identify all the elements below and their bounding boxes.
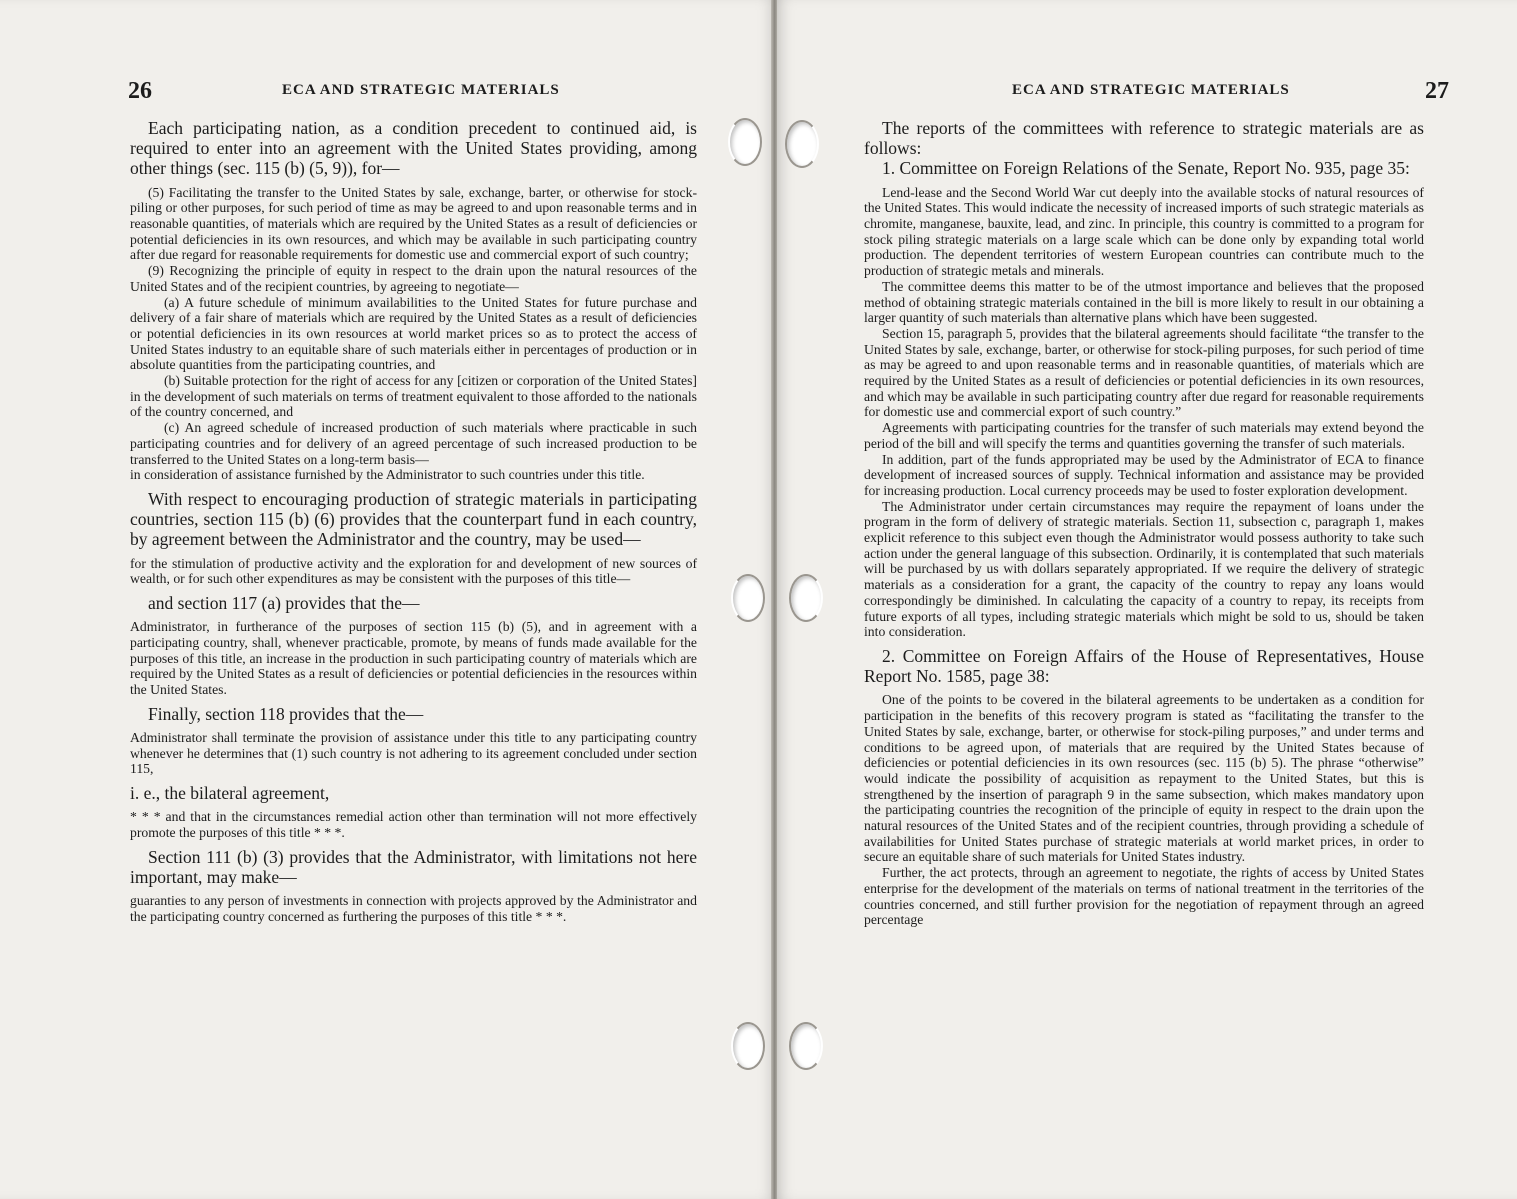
punch-hole xyxy=(785,120,819,168)
right-page xyxy=(777,0,1517,1199)
block-quote: * * * and that in the circumstances remedial action other than termination will not more effectively promote the purposes of this title * * *. xyxy=(130,809,697,840)
paragraph: The reports of the committees with reference to strategic materials are as follows: xyxy=(864,118,1424,159)
block-quote: in consideration of assistance furnished by the Administrator to such countries under this title. xyxy=(130,467,645,483)
block-quote: The committee deems this matter to be of the utmost importance and believes that the proposed method of obtaining strategic materials contained in the bill is more likely to result in our obtaining a larger quantity of such materials than alternative plans which have been suggested. xyxy=(864,278,1424,326)
block-quote: (a) A future schedule of minimum availabilities to the United States for future purchase and delivery of a fair share of materials which are required by the United States as a result of deficiencies or potential deficiencies in its own resources at world market prices so as to protect the access of United States industry to an equitable share of such materials either in percentages of production or in absolute quantities from the participating countries, and xyxy=(130,294,697,373)
block-quote: Section 15, paragraph 5, provides that the bilateral agreements should facilitate “the transfer to the United States by sale, exchange, barter, or otherwise for stock-piling purposes, for such period of time as may be agreed to and upon reasonable terms and in reasonable quantities, of materials which are required by the United States as a result of deficiencies or potential deficiencies in its own resources, and which may be available in such participating country after due regard for reasonable requirements for domestic use and commercial export of such country.” xyxy=(864,325,1424,420)
running-head: ECA AND STRATEGIC MATERIALS xyxy=(1012,82,1290,98)
section-heading: 1. Committee on Foreign Relations of the Senate, Report No. 935, page 35: xyxy=(882,158,1410,179)
section-heading: 2. Committee on Foreign Affairs of the House of Representatives, House Report No. 1585, page 38: xyxy=(864,646,1424,687)
running-head: ECA AND STRATEGIC MATERIALS xyxy=(282,82,560,98)
block-quote: (5) Facilitating the transfer to the United States by sale, exchange, barter, or otherwise for stock-piling or other purposes, for such period of time as may be agreed to and upon reasonable terms and in reasonable quantities, of materials which are required by the United States as a result of deficiencies or potential deficiencies in its own resources, and which may be available in such participating country after due regard for reasonable requirements for domestic use and commercial export of such country; xyxy=(130,184,697,263)
right-page-body xyxy=(864,118,1424,928)
page-number: 26 xyxy=(128,78,152,104)
page-number: 27 xyxy=(1425,78,1449,104)
block-quote: Further, the act protects, through an agreement to negotiate, the rights of access by United States enterprise for the development of the materials on terms of national treatment in the territories of the countries concerned, and still further provision for the negotiation of repayment through an agreed percentage xyxy=(864,865,1424,928)
paragraph: Finally, section 118 provides that the— xyxy=(148,703,424,724)
punch-hole xyxy=(731,1022,765,1070)
block-quote: Administrator shall terminate the provision of assistance under this title to any participating country whenever he determines that (1) such country is not adhering to its agreement concluded under section 115, xyxy=(130,729,697,777)
block-quote: One of the points to be covered in the bilateral agreements to be undertaken as a condition for participation in the benefits of this recovery program is stated as “facilitating the transfer to the United States by sale, exchange, barter, or otherwise for stock-piling purposes,” and under terms and conditions to be agreed upon, of materials that are required by the United States because of deficiencies or potential deficiencies in its own resources (sec. 115 (b) 5). The phrase “otherwise” would indicate the possibility of acquisition as repayment to the United States, but this is strengthened by the insertion of paragraph 9 in the same subsection, which makes mandatory upon the participating countries the recognition of the principle of equity in respect to the drain upon the natural resources of the United States and of the recipient countries, through providing a schedule of availabilities for United States purchase of strategic materials at world market prices, in order to secure an equitable share of such materials for United States industry. xyxy=(864,692,1424,865)
punch-hole xyxy=(789,1022,823,1070)
punch-hole xyxy=(731,574,765,622)
punch-hole xyxy=(789,574,823,622)
block-quote: Administrator, in furtherance of the purposes of section 115 (b) (5), and in agreement with a participating country, shall, whenever practicable, promote, by means of funds made available for the purposes of this title, an increase in the production in such participating country of materials which are required by the United States as a result of deficiencies or potential deficiencies in the resources within the United States. xyxy=(130,619,697,697)
paragraph: and section 117 (a) provides that the— xyxy=(148,592,420,613)
block-quote: Agreements with participating countries for the transfer of such materials may extend beyond the period of the bill and will specify the terms and quantities governing the transfer of such materials. xyxy=(864,420,1424,451)
block-quote: (b) Suitable protection for the right of access for any [citizen or corporation of the United States] in the development of such materials on terms of treatment equivalent to those afforded to the nationals of the country concerned, and xyxy=(130,373,697,420)
block-quote: (9) Recognizing the principle of equity in respect to the drain upon the natural resources of the United States and of the recipient countries, by agreeing to negotiate— xyxy=(130,263,697,294)
block-quote: Lend-lease and the Second World War cut deeply into the available stocks of natural resources of the United States. This would indicate the necessity of increased imports of such strategic materials as chromite, manganese, bauxite, lead, and zinc. In principle, this country is committed to a program for stock piling strategic materials on a large scale which can be done only by expanding total world production. The dependent territories of western European countries can contribute much to the production of strategic metals and minerals. xyxy=(864,184,1424,279)
paragraph: Section 111 (b) (3) provides that the Administrator, with limitations not here important, may make— xyxy=(130,846,697,887)
paragraph: With respect to encouraging production of strategic materials in participating countries, section 115 (b) (6) provides that the counterpart fund in each country, by agreement between the Administrator and the country, may be used— xyxy=(130,488,697,550)
paragraph: Each participating nation, as a condition precedent to continued aid, is required to enter into an agreement with the United States providing, among other things (sec. 115 (b) (5, 9)), for— xyxy=(130,118,697,179)
left-page-body xyxy=(130,118,697,924)
paragraph: i. e., the bilateral agreement, xyxy=(130,783,330,804)
block-quote: guaranties to any person of investments in connection with projects approved by the Administrator and the participating country concerned as furthering the purposes of this title * * *. xyxy=(130,893,697,924)
block-quote: In addition, part of the funds appropriated may be used by the Administrator of ECA to finance development of increased sources of supply. Technical information and assistance may be provided for increasing production. Local currency proceeds may be used to foster exploration development. xyxy=(864,451,1424,498)
block-quote: for the stimulation of productive activity and the exploration for and development of new sources of wealth, or for such other expenditures as may be consistent with the purposes of this title— xyxy=(130,555,697,587)
block-quote: The Administrator under certain circumstances may require the repayment of loans under the program in the form of delivery of strategic materials. Section 11, subsection c, paragraph 1, makes explicit reference to this subject even though the Administrator would possess authority to take such action under the general language of this subsection. Ordinarily, it is contemplated that such materials will be purchased by us with dollars separately appropriated. If we require the delivery of strategic materials as a consideration for a grant, the capacity of the country to repay any loans would correspondingly be diminished. In calculating the capacity of a country to repay, its receipts from future exports of all types, including strategic materials which might be sold to us, should be taken into consideration. xyxy=(864,498,1424,640)
punch-hole xyxy=(728,118,762,166)
block-quote: (c) An agreed schedule of increased production of such materials where practicable in such participating countries and for delivery of an agreed percentage of such increased production to be transferred to the United States on a long-term basis— xyxy=(130,420,697,467)
